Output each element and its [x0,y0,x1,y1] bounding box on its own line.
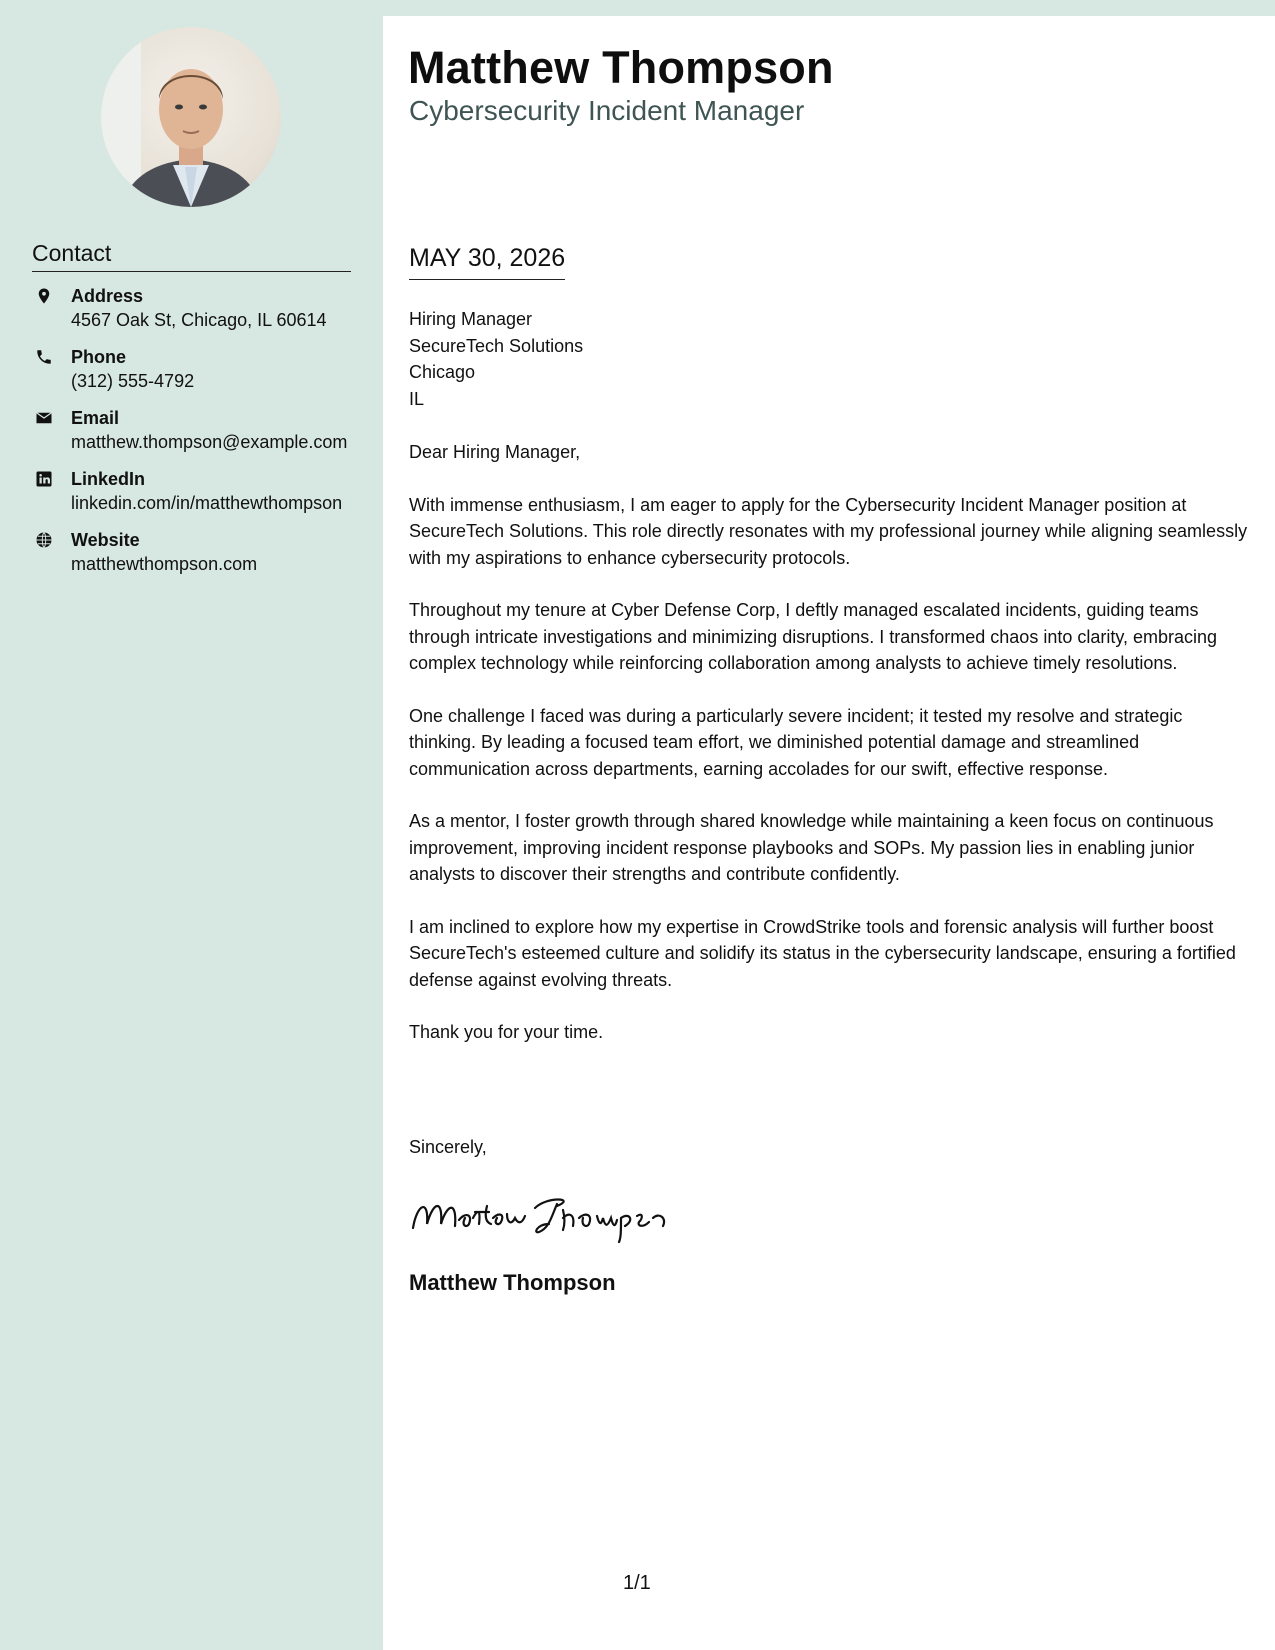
contact-website [32,528,352,576]
thanks-line: Thank you for your time. [409,1022,604,1042]
contact-label: LinkedIn [71,469,146,489]
contact-label: Website [71,530,140,550]
phone-icon [35,348,53,366]
recipient-line: IL [409,388,425,409]
recipient-line: Hiring Manager [409,309,533,329]
contact-label: Phone [71,347,127,367]
sidebar [0,0,383,1650]
linkedin-value[interactable]: linkedin.com/in/matthewthompson [71,493,343,513]
body-paragraph: As a mentor, I foster growth through shared knowledge while maintaining a keen focus on continuous improvement, improving incident response playbooks and SOPs. My passion lies in enabling junior analysts to discover their strengths and contribute confidently. [409,811,1214,884]
page-number: 1/1 [623,1572,651,1594]
closing: Sincerely, [409,1137,487,1157]
body-paragraph: One challenge I faced was during a particularly severe incident; it tested my resolve and strategic thinking. By leading a focused team effort, we diminished potential damage and streamlined communication across departments, earning accolades for our swift, effective response. [409,705,1183,779]
globe-icon [35,531,53,549]
letter-date: MAY 30, 2026 [409,244,565,280]
recipient-block [409,306,583,412]
handwritten-signature [407,1184,669,1244]
website-value[interactable]: matthewthompson.com [71,554,258,574]
linkedin-icon [35,470,53,488]
body-paragraph: With immense enthusiasm, I am eager to apply for the Cybersecurity Incident Manager position at SecureTech Solutions. This role directly resonates with my professional journey while aligning seamlessly with my aspirations to enhance cybersecurity protocols. [409,494,1248,568]
salutation: Dear Hiring Manager, [409,442,581,462]
envelope-icon [35,409,53,427]
contact-linkedin [32,467,352,515]
job-title: Cybersecurity Incident Manager [409,95,805,126]
location-pin-icon [35,287,53,305]
contact-label: Email [71,408,120,428]
phone-value: (312) 555-4792 [71,371,195,391]
letter-main [383,16,1275,1650]
contact-address [32,284,352,332]
contact-email [32,406,352,454]
contact-label: Address [71,286,144,306]
signer-name: Matthew Thompson [409,1270,616,1295]
letter-body [409,439,1249,1072]
contact-phone [32,345,352,393]
contact-list [32,284,352,589]
address-value: 4567 Oak St, Chicago, IL 60614 [71,310,327,330]
body-paragraph: I am inclined to explore how my expertise in CrowdStrike tools and forensic analysis will further boost SecureTech's esteemed culture and solidify its status in the cybersecurity landscape, ensuring a fortified defense against evolving threats. [409,916,1236,990]
body-paragraph: Throughout my tenure at Cyber Defense Corp, I deftly managed escalated incidents, guiding teams through intricate investigations and minimizing disruptions. I transformed chaos into clarity, embracing complex technology while reinforcing collaboration among analysts to achieve timely resolutions. [409,600,1218,673]
contact-heading: Contact [32,240,351,272]
email-value[interactable]: matthew.thompson@example.com [71,432,348,452]
profile-photo [101,27,281,207]
recipient-line: Chicago [409,362,476,382]
recipient-line: SecureTech Solutions [409,335,584,356]
applicant-name: Matthew Thompson [408,42,834,93]
